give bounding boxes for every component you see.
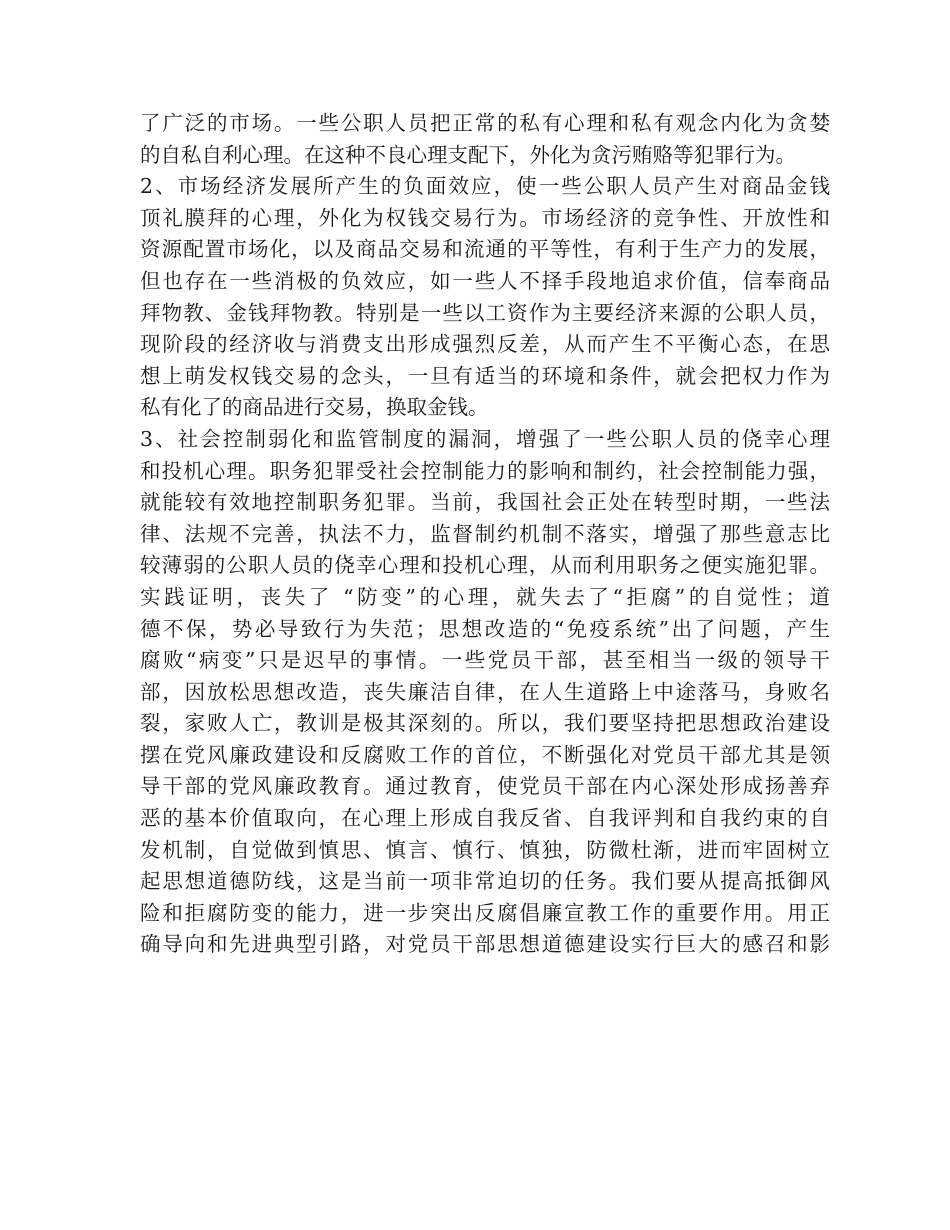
text-line: 就能较有效地控制职务犯罪。当前，我国社会正处在转型时期，一些法: [140, 490, 830, 515]
text-line: 较薄弱的公职人员的侥幸心理和投机心理，从而利用职务之便实施犯罪。: [140, 553, 830, 578]
text-line: 资源配置市场化，以及商品交易和流通的平等性，有利于生产力的发展，: [140, 237, 830, 262]
text-line: 部，因放松思想改造，丧失廉洁自律，在人生道路上中途落马，身败名: [140, 679, 830, 704]
text-line: 3、社会控制弱化和监管制度的漏洞，增强了一些公职人员的侥幸心理: [140, 426, 830, 451]
text-line: 律、法规不完善，执法不力，监督制约机制不落实，增强了那些意志比: [140, 521, 830, 546]
text-line: 恶的基本价值取向，在心理上形成自我反省、自我评判和自我约束的自: [140, 806, 830, 831]
document-body-text: [140, 108, 830, 961]
text-line: 德不保，势必导致行为失范；思想改造的“免疫系统”出了问题，产生: [140, 616, 830, 641]
text-line: 腐败“病变”只是迟早的事情。一些党员干部，甚至相当一级的领导干: [140, 648, 830, 673]
text-line: 顶礼膜拜的心理，外化为权钱交易行为。市场经济的竞争性、开放性和: [140, 205, 830, 230]
text-line: 2、市场经济发展所产生的负面效应，使一些公职人员产生对商品金钱: [140, 174, 830, 199]
text-line: 险和拒腐防变的能力，进一步突出反腐倡廉宣教工作的重要作用。用正: [140, 900, 830, 925]
text-line: 裂，家败人亡，教训是极其深刻的。所以，我们要坚持把思想政治建设: [140, 711, 830, 736]
text-line: 导干部的党风廉政教育。通过教育，使党员干部在内心深处形成扬善弃: [140, 774, 830, 799]
text-line: 确导向和先进典型引路，对党员干部思想道德建设实行巨大的感召和影: [140, 932, 830, 957]
text-line: 但也存在一些消极的负效应，如一些人不择手段地追求价值，信奉商品: [140, 268, 830, 293]
text-line: 私有化了的商品进行交易，换取金钱。: [140, 395, 489, 420]
text-line: 摆在党风廉政建设和反腐败工作的首位，不断强化对党员干部尤其是领: [140, 742, 830, 767]
text-line: 想上萌发权钱交易的念头，一旦有适当的环境和条件，就会把权力作为: [140, 363, 830, 388]
text-line: 起思想道德防线，这是当前一项非常迫切的任务。我们要从提高抵御风: [140, 869, 830, 894]
text-line: 和投机心理。职务犯罪受社会控制能力的影响和制约，社会控制能力强，: [140, 458, 830, 483]
text-line: 实践证明，丧失了 “防变”的心理，就失去了“拒腐”的自觉性；道: [140, 584, 830, 609]
text-line: 了广泛的市场。一些公职人员把正常的私有心理和私有观念内化为贪婪: [140, 111, 830, 135]
text-line: 发机制，自觉做到慎思、慎言、慎行、慎独，防微杜渐，进而牢固树立: [140, 837, 830, 862]
text-line: 的自私自利心理。在这种不良心理支配下，外化为贪污贿赂等犯罪行为。: [140, 142, 796, 167]
text-line: 拜物教、金钱拜物教。特别是一些以工资作为主要经济来源的公职人员，: [140, 300, 830, 325]
text-line: 现阶段的经济收与消费支出形成强烈反差，从而产生不平衡心态，在思: [140, 332, 830, 357]
